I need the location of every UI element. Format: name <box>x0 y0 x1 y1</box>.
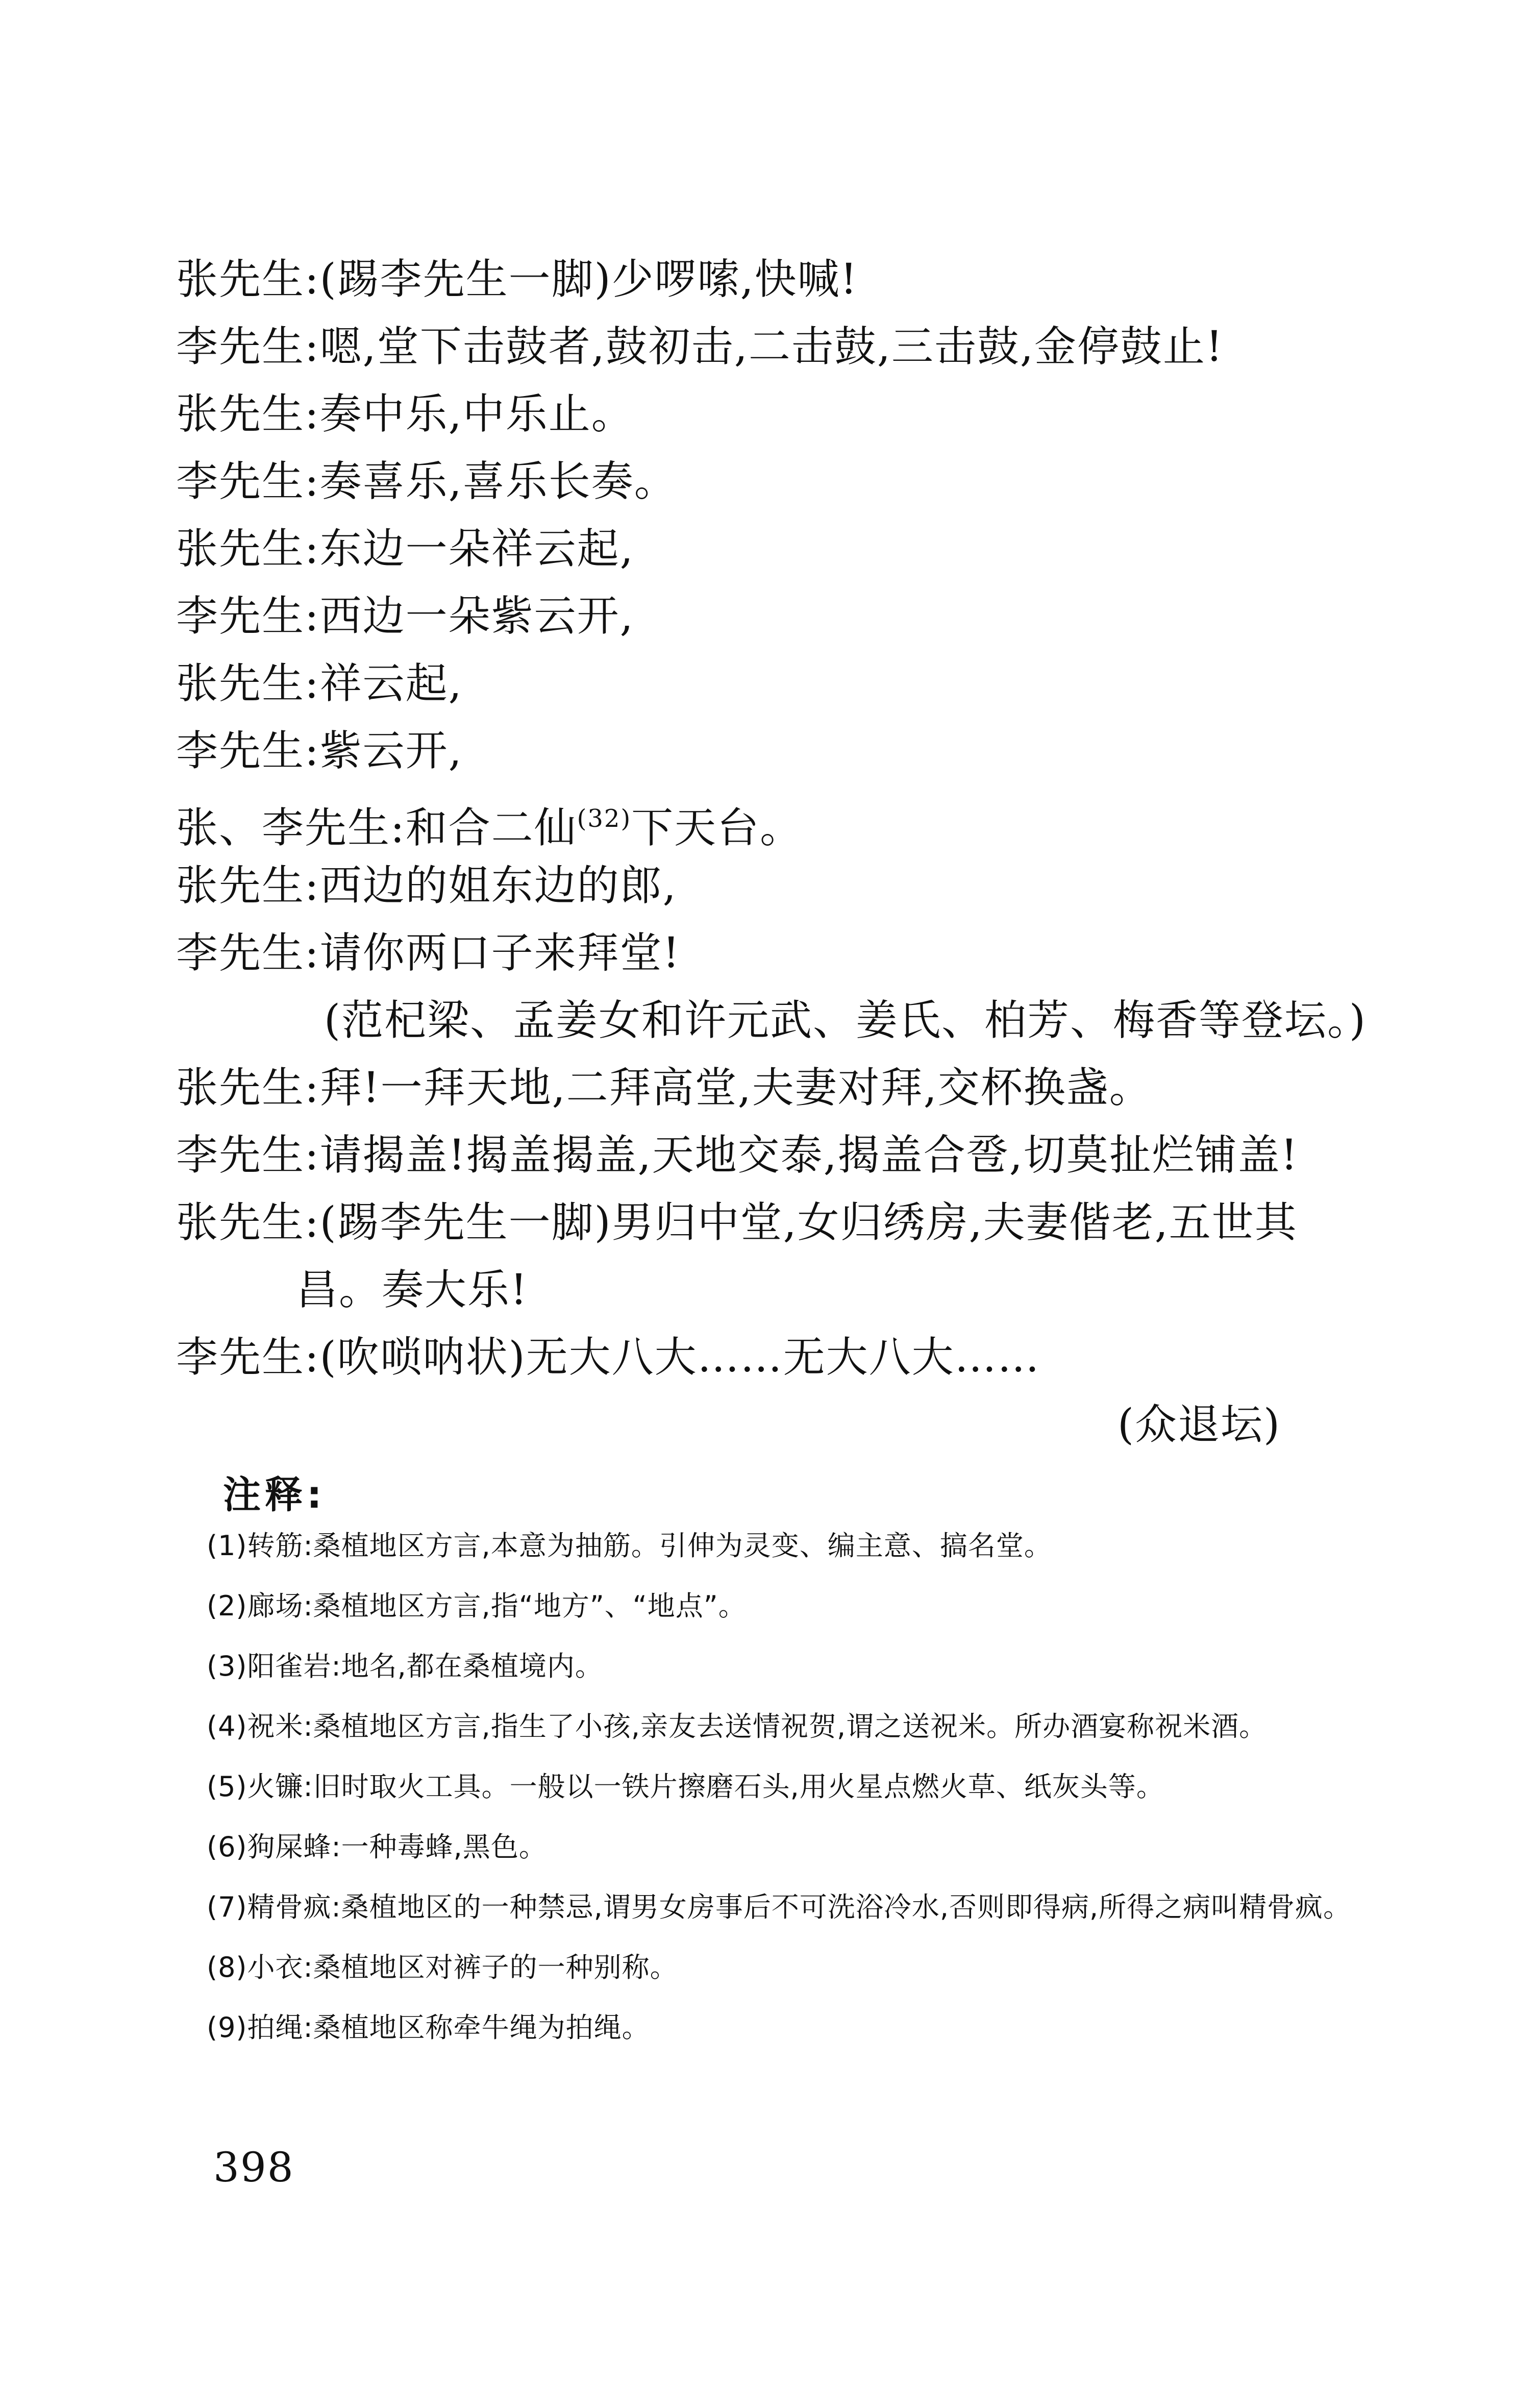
dialogue-line: 李先生:紫云开, <box>176 727 463 775</box>
dialogue-line: 张先生:(踢李先生一脚)男归中堂,女归绣房,夫妻偕老,五世其 <box>176 1198 1298 1247</box>
stage-direction: (范杞梁、孟姜女和许元武、姜氏、柏芳、梅香等登坛。) <box>324 996 1367 1045</box>
dialogue-line: 张先生:(踢李先生一脚)少啰嗦,快喊! <box>176 255 858 304</box>
dialogue-line: 李先生:(吹唢呐状)无大八大……无大八大…… <box>176 1333 1040 1382</box>
dialogue-line: 李先生:请揭盖!揭盖揭盖,天地交泰,揭盖合卺,切莫扯烂铺盖! <box>176 1131 1299 1180</box>
page-number: 398 <box>213 2144 294 2191</box>
footnote-reference: (32) <box>577 804 632 833</box>
note-item: (1)转筋:桑植地区方言,本意为抽筋。引伸为灵变、编主意、搞名堂。 <box>207 1530 1052 1562</box>
dialogue-line: 李先生:奏喜乐,喜乐长奏。 <box>176 457 677 506</box>
note-item: (2)廊场:桑植地区方言,指“地方”、“地点”。 <box>207 1590 747 1622</box>
note-item: (7)精骨疯:桑植地区的一种禁忌,谓男女房事后不可洗浴冷水,否则即得病,所得之病叫精骨疯。 <box>207 1891 1352 1923</box>
dialogue-line: 李先生:请你两口子来拜堂! <box>176 929 681 977</box>
dialogue-line: 张先生:拜!一拜天地,二拜高堂,夫妻对拜,交杯换盏。 <box>176 1064 1152 1112</box>
dialogue-line-continuation: 昌。奏大乐! <box>296 1266 528 1314</box>
notes-list <box>171 1526 1385 2068</box>
dialogue-line: 张先生:西边的姐东边的郎, <box>176 862 677 910</box>
notes-heading: 注释: <box>223 1473 326 1517</box>
dialogue-line: 李先生:西边一朵紫云开, <box>176 592 634 641</box>
script-dialogue <box>176 254 1380 1467</box>
note-item: (6)狗屎蜂:一种毒蜂,黑色。 <box>207 1831 547 1863</box>
dialogue-line: 张先生:奏中乐,中乐止。 <box>176 390 634 438</box>
note-item: (4)祝米:桑植地区方言,指生了小孩,亲友去送情祝贺,谓之送祝米。所办酒宴称祝米酒。 <box>207 1710 1268 1742</box>
dialogue-line: 李先生:嗯,堂下击鼓者,鼓初击,二击鼓,三击鼓,金停鼓止! <box>176 323 1224 371</box>
dialogue-line: 张先生:祥云起, <box>176 659 463 708</box>
dialogue-text: 下天台。 <box>631 804 803 852</box>
note-item: (3)阳雀岩:地名,都在桑植境内。 <box>207 1650 603 1682</box>
note-item: (8)小衣:桑植地区对裤子的一种别称。 <box>207 1951 678 1983</box>
dialogue-line <box>176 793 1380 852</box>
dialogue-line: 张先生:东边一朵祥云起, <box>176 525 634 573</box>
stage-direction-exit: (众退坛) <box>1117 1401 1281 1449</box>
note-item: (5)火镰:旧时取火工具。一般以一铁片擦磨石头,用火星点燃火草、纸灰头等。 <box>207 1771 1164 1803</box>
note-item: (9)拍绳:桑植地区称牵牛绳为拍绳。 <box>207 2011 650 2044</box>
dialogue-text: 张、李先生:和合二仙 <box>176 804 577 852</box>
